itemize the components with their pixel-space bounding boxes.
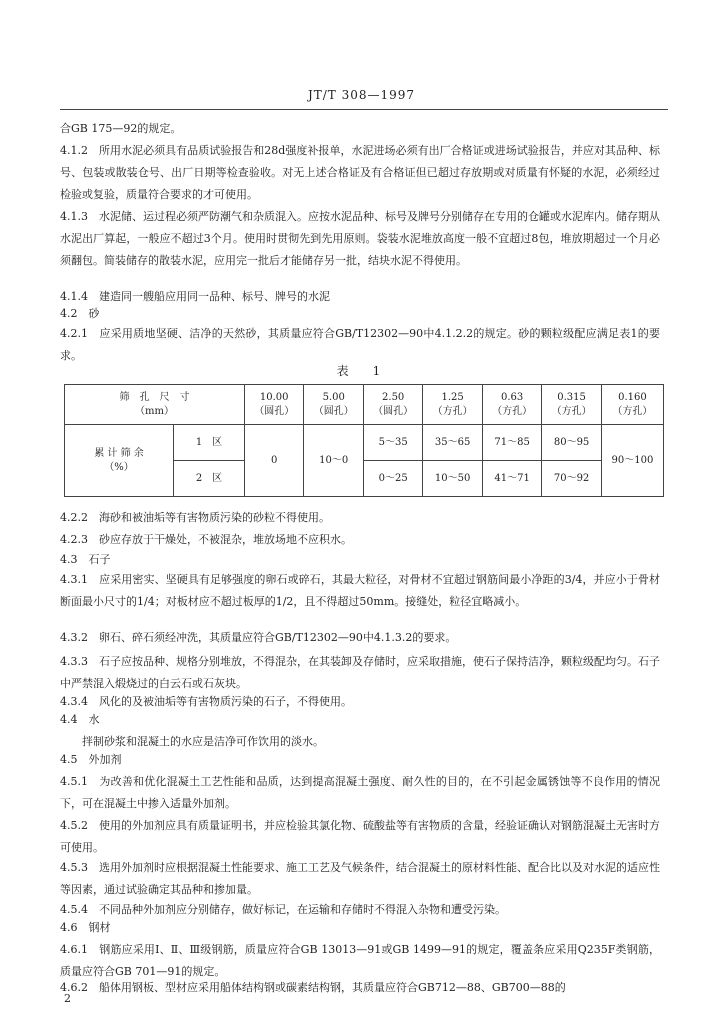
clause-4-3-3: 4.3.3 石子应按品种、规格分别堆放，不得混杂，在其装卸及存储时，应采取措施，使石子保持洁净，颗粒级配均匀。石子中严禁混入煅烧过的白云石或石灰块。 xyxy=(60,655,660,690)
clause-4-2-3: 4.2.3 砂应存放于干燥处，不被混杂，堆放场地不应积水。 xyxy=(60,533,352,546)
clause-4-2-1: 4.2.1 应采用质地坚硬、洁净的天然砂，其质量应符合GB/T12302—90中4.1.2.2的规定。砂的颗粒级配应满足表1的要求。 xyxy=(60,327,660,362)
clause-4-3-1: 4.3.1 应采用密实、坚硬具有足够强度的卵石或碎石，其最大粒径，对骨材不宜超过钢筋间最小净距的3/4，并应小于骨材断面最小尺寸的1/4；对板材应不超过板厚的1/2，且不得超过50mm。接缝处，粒径宜略减小。 xyxy=(60,573,660,608)
clause-4-5-2: 4.5.2 使用的外加剂应具有质量证明书，并应检验其氯化物、硫酸盐等有害物质的含量，经验证确认对钢筋混凝土无害时方可使用。 xyxy=(60,819,660,854)
page-number: 2 xyxy=(64,992,71,1005)
clause-4-5-4: 4.5.4 不同品种外加剂应分别储存，做好标记，在运输和存储时不得混入杂物和遭受污染。 xyxy=(60,903,506,916)
clause-4-2-2: 4.2.2 海砂和被油垢等有害物质污染的砂粒不得使用。 xyxy=(60,511,330,524)
clause-4-6-1: 4.6.1 钢筋应采用Ⅰ、Ⅱ、Ⅲ级钢筋，质量应符合GB 13013—91或GB 1499—91的规定，覆盖条应采用Q235F类钢筋，质量应符合GB 701—91的规定。 xyxy=(60,943,660,978)
value-cell: 70～92 xyxy=(542,461,601,497)
clause-4-5-3: 4.5.3 选用外加剂时应根据混凝土性能要求、施工工艺及气候条件，结合混凝土的原材料性能、配合比以及对水泥的适应性等因素，通过试验确定其品种和掺加量。 xyxy=(60,861,660,896)
sieve-size-cell: 2.50 （圆孔） xyxy=(363,385,422,425)
paragraph-continuation: 合GB 175—92的规定。 xyxy=(60,122,182,135)
sieve-size-cell: 0.160 （方孔） xyxy=(601,385,663,425)
value-cell: 0～25 xyxy=(363,461,422,497)
value-cell: 10～50 xyxy=(423,461,482,497)
sieve-size-header: 筛 孔 尺 寸 （mm） xyxy=(65,385,245,425)
clause-4-3-2: 4.3.2 卵石、碎石须经冲洗，其质量应符合GB/T12302—90中4.1.3.2的要求。 xyxy=(60,631,457,644)
clause-4-6-2: 4.6.2 船体用钢板、型材应采用船体结构钢或碳素结构钢，其质量应符合GB712—88、GB700—88的 xyxy=(60,981,566,994)
header-rule xyxy=(60,109,668,110)
cumulative-residue-label: 累 计 筛 余 （%） xyxy=(65,425,174,497)
value-cell: 80～95 xyxy=(542,425,601,461)
running-header: JT/T 308—1997 xyxy=(307,88,416,102)
clause-4-3-4: 4.3.4 风化的及被油垢等有害物质污染的石子，不得使用。 xyxy=(60,695,352,708)
clause-4-5-1: 4.5.1 为改善和优化混凝土工艺性能和品质，达到提高混凝土强度、耐久性的目的，在不引起金属锈蚀等不良作用的情况下，可在混凝土中掺入适量外加剂。 xyxy=(60,775,660,810)
clause-4-1-2: 4.1.2 所用水泥必须具有品质试验报告和28d强度补报单，水泥进场必须有出厂合格证或进场试验报告，并应对其品种、标号、包装或散装仓号、出厂日期等检查验收。对无上述合格证及有合格证但已超过存放期或对质量有怀疑的水泥，必须经过检验或复验，质量符合要求的才可使用。 xyxy=(60,144,660,201)
sieve-size-cell: 10.00 （圆孔） xyxy=(245,385,304,425)
zone-2-label: 2 区 xyxy=(174,461,245,497)
value-cell: 0 xyxy=(245,425,304,497)
clause-4-1-3: 4.1.3 水泥储、运过程必须严防潮气和杂质混入。应按水泥品种、标号及牌号分别储存在专用的仓罐或水泥库内。储存期从水泥出厂算起，一般应不超过3个月。使用时贯彻先到先用原则。袋装水泥堆放高度一般不宜超过8包，堆放期超过一个月必须翻包。简装储存的散装水泥，应用完一批后才能储存另一批，结块水泥不得使用。 xyxy=(60,210,660,267)
section-4-2-heading: 4.2 砂 xyxy=(60,307,100,320)
sieve-grading-table xyxy=(64,384,664,497)
section-4-5-heading: 4.5 外加剂 xyxy=(60,753,122,766)
value-cell: 35～65 xyxy=(423,425,482,461)
value-cell: 5～35 xyxy=(363,425,422,461)
water-requirement: 拌制砂浆和混凝土的水应是洁净可作饮用的淡水。 xyxy=(82,735,324,748)
clause-4-1-4: 4.1.4 建造同一艘船应用同一品种、标号、牌号的水泥 xyxy=(60,290,330,303)
table-caption: 表 1 xyxy=(336,364,387,378)
sieve-size-cell: 0.63 （方孔） xyxy=(482,385,541,425)
section-4-3-heading: 4.3 石子 xyxy=(60,553,111,566)
value-cell: 71～85 xyxy=(482,425,541,461)
value-cell: 41～71 xyxy=(482,461,541,497)
value-cell: 10～0 xyxy=(304,425,363,497)
sieve-size-cell: 0.315 （方孔） xyxy=(542,385,601,425)
section-4-6-heading: 4.6 钢材 xyxy=(60,921,111,934)
sieve-size-cell: 5.00 （圆孔） xyxy=(304,385,363,425)
sieve-size-cell: 1.25 （方孔） xyxy=(423,385,482,425)
section-4-4-heading: 4.4 水 xyxy=(60,713,100,726)
zone-1-label: 1 区 xyxy=(174,425,245,461)
value-cell: 90～100 xyxy=(601,425,663,497)
